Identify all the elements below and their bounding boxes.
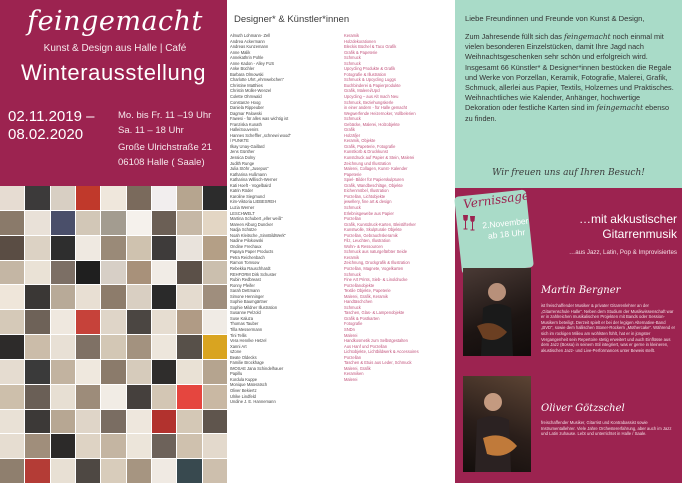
artist-name: Andrea Ackermann (230, 38, 265, 44)
artwork-tile (101, 261, 125, 285)
exhibition-dates (8, 108, 94, 144)
artwork-tile (76, 186, 100, 210)
artwork-tile (152, 335, 176, 359)
artist-name: Fawesi - für alles was wichtig ist (230, 116, 289, 122)
artist-name: Oliver Bekiertz (230, 388, 257, 393)
artwork-tile (25, 385, 49, 409)
artist-name: Ronny Pfeifer (230, 282, 255, 288)
artwork-tile (152, 236, 176, 260)
letter-paragraph-2: Insgesamt 66 Künstler* & Designer*innen bestücken die Regale und Werke von Porzellan, Keramik, Fotografie, Malerei, Grafik, Schmuck, allerlei aus Papier, Textils, Holzernes und Praktisches. (465, 62, 674, 93)
artist-name: Dagmar Palowski (230, 110, 262, 116)
artwork-tile (25, 335, 49, 359)
artist-category: Kunstwolle, Skulpturale Objekte (344, 227, 402, 233)
artwork-tile (0, 459, 24, 483)
artwork-tile (152, 434, 176, 458)
artwork-tile (152, 211, 176, 235)
artist-category: Grafik & Papeterie (344, 49, 378, 55)
artist-category: Eichenmöbel, Illustration (344, 188, 389, 194)
artist-name: Daniela Rippeuber (230, 105, 264, 111)
artist-name: Ilkay Unay-Gaillard (230, 143, 265, 149)
artwork-tile (101, 360, 125, 384)
artist-name: Christine Matthies (230, 82, 263, 88)
artwork-tile (127, 459, 151, 483)
artist-name: Noah Kleitsche „SinnBildWerk“ (230, 232, 286, 238)
artist-category: Porzellanobjekte (344, 282, 375, 288)
artist-name: Nadine Pilokowski (230, 238, 264, 244)
music-title-line-1: …mit akkustischer (578, 212, 677, 226)
artist-name: Simone Henninger (230, 293, 264, 299)
artist-category: Malerei, Grafik (344, 365, 371, 371)
musician-name-1: Martin Bergner (541, 285, 621, 296)
musician-bio-1: ist freischaffender Musiker & privater Gitarrenlehrer an der „Gitarrenschule Halle“. Neben dem Studium der Musikwissenschaft war er in zahlreichen musikalischen Projekten mit Bands oder Session-Musikern beteiligt. Derzeit spielt er bei der legigen Alternative-Band „BVD“, sowie dem hallischen Stoner-Rockern „Mothercake“. Während er sich im rockigen Milieu am wohlsten fühlt, hat er in jüngster Vergangenheit sein Repertoire stetig erweitert und auch Einflüsse aus dem Jazz (Bossa) in seinem Stil integriert, was er gerne in kleineren, akustischen Jazz- und Live-Performances unter Beweis stellt. (541, 303, 676, 353)
artist-name: / PUNKTE (230, 138, 249, 144)
artwork-tile (51, 310, 75, 334)
artwork-tile (203, 459, 227, 483)
artwork-tile (51, 335, 75, 359)
hours-weekdays: Mo. bis Fr. 11 –19 Uhr (118, 110, 212, 121)
address-street: Große Ulrichstraße 21 (118, 142, 212, 153)
artwork-tile (127, 285, 151, 309)
opening-hours (118, 108, 211, 138)
artwork-tile (25, 360, 49, 384)
artwork-tile (152, 186, 176, 210)
artist-category: Grafik (344, 127, 355, 133)
artwork-tile (101, 285, 125, 309)
artist-category: Wegwerfende Heizernoker, Vollbelerien (344, 110, 416, 116)
artist-name: Franziska Kunath (230, 121, 262, 127)
artwork-tile (177, 236, 201, 260)
musician-photo-1 (463, 268, 531, 356)
artist-category: Lichtobjekte, Lichtbildwerk & Accessoires (344, 349, 419, 355)
artist-category: Keramik, Objekte (344, 138, 376, 144)
artist-category: Schmuck (344, 271, 361, 277)
artwork-tile (127, 434, 151, 458)
artist-category: Kunstdruck auf Papier & Stein, Malerei (344, 155, 415, 161)
artist-name: Beate Oldecks (230, 354, 257, 360)
artwork-tile (203, 285, 227, 309)
artist-name: Sophie Baumgärtner (230, 299, 268, 305)
artwork-tile (101, 236, 125, 260)
artist-name: Constanze Hoog (230, 99, 261, 105)
artist-category: Upcycling Produkte & Grafik (344, 66, 396, 72)
artwork-tile (0, 211, 24, 235)
artist-name: Katharina Willisch-Werner (230, 177, 278, 183)
artist-name: Colette Ohrnwald (230, 94, 262, 100)
artist-category: Schmuck (344, 204, 361, 210)
brand-subtitle: Kunst & Design aus Halle | Café (43, 43, 187, 54)
artist-name: Christin Müller-Wenzel (230, 88, 272, 94)
artist-name: Charlotte Uhrt „ehrnwebchen“ (230, 77, 284, 83)
artwork-tile (51, 236, 75, 260)
artwork-tile (101, 310, 125, 334)
artist-category: Malerei (344, 332, 358, 338)
artist-category: Grafik, Malerei/Upcl (344, 88, 380, 94)
artist-category: Schmuck (344, 304, 361, 310)
artist-category: Handtäschchen (344, 299, 373, 305)
artwork-tile (177, 186, 201, 210)
artwork-tile (25, 261, 49, 285)
artist-category: Zeichnung und Illustration (344, 160, 391, 166)
artwork-tile (127, 385, 151, 409)
artwork-tile (203, 186, 227, 210)
artist-name: IMOSAE Jana Schindelhauer (230, 365, 284, 371)
artwork-tile (177, 310, 201, 334)
address-city: 06108 Halle ( Saale) (118, 157, 205, 168)
artist-name: Jens Günther (230, 149, 255, 155)
artwork-tile (25, 410, 49, 434)
vernissage-time: ab 18 Uhr (487, 227, 526, 241)
artist-name: Papillu (230, 371, 243, 377)
artist-category: Wohn- & Ressourcen (344, 243, 383, 249)
artwork-tile (203, 310, 227, 334)
artwork-tile (127, 236, 151, 260)
artwork-tile (101, 385, 125, 409)
artwork-tile (203, 360, 227, 384)
artist-category: Grafik & Postkarten (344, 315, 380, 321)
artwork-tile (177, 385, 201, 409)
artist-category: Schmuck (344, 55, 361, 61)
artist-category: Schmuck, Beziehungskerle (344, 99, 394, 105)
artist-category: Holzdekorationen (344, 38, 376, 44)
artist-name: Karoline Siegmund (230, 193, 265, 199)
letter-paragraph-3: Weihnachtliches wie Kalender, Anhänger, hochwertige Dekoration oder festliche Karten sind im feingemacht ebenso zu finden. (465, 93, 670, 123)
artwork-tile (101, 410, 125, 434)
artwork-tile (51, 360, 75, 384)
artist-name: Tini Tellis (230, 332, 247, 338)
artwork-tile (152, 310, 176, 334)
artist-name: Monique Materatsch (230, 382, 268, 388)
artist-name: Familie Brockhage (230, 360, 264, 366)
artist-name: Undine J. E. Hannemann (230, 399, 276, 405)
artwork-tile (51, 211, 75, 235)
artwork-tile (76, 261, 100, 285)
artwork-tile (25, 285, 49, 309)
artist-category: Malerei, Collagen, Kunst- Kalender (344, 166, 408, 172)
artist-category: in einer andern - für Halle gemacht (344, 105, 408, 111)
artwork-tile (203, 385, 227, 409)
date-start: 02.11.2019 – (8, 108, 95, 125)
music-title (551, 212, 677, 242)
artist-name: HalleiSouvenirs (230, 127, 259, 133)
artwork-tile (101, 434, 125, 458)
artwork-tile (127, 360, 151, 384)
artist-name: Vera Henrike Hetzel (230, 338, 267, 344)
artist-category: Aus Hanf und Porzellan (344, 343, 388, 349)
artwork-tile (127, 335, 151, 359)
letter-body (465, 32, 677, 124)
artist-name: Petra Reichenbach (230, 254, 265, 260)
artwork-tile (0, 236, 24, 260)
artist-name: Judith Runge (230, 160, 255, 166)
artist-category: Malerei (344, 376, 358, 382)
artwork-tile (101, 186, 125, 210)
artwork-tile (203, 236, 227, 260)
artist-category: Kunstkorb & Druckkunst (344, 149, 388, 155)
artist-category: Schmuck (344, 60, 361, 66)
artist-name: Hannes Scheffler „schnewi wood“ (230, 132, 291, 138)
artist-name: sZone (230, 349, 242, 355)
letter-paragraph-1: Zum Jahresende füllt sich das feingemacht noch einmal mit vielen besonderen Einzelstücken, damit Ihre Jagd nach Weihnachtsgeschenken sehr schön und erfolgreich wird. (465, 32, 664, 62)
artwork-tile (203, 335, 227, 359)
greeting: Liebe Freundinnen und Freunde von Kunst & Design, (465, 14, 645, 23)
artwork-tile (76, 211, 100, 235)
artist-name: LESCHWELT (230, 210, 255, 216)
artwork-tile (0, 261, 24, 285)
artwork-tile (177, 410, 201, 434)
artwork-tile (25, 186, 49, 210)
artwork-tile (177, 261, 201, 285)
artist-name: Rebekka Rauschhardt (230, 265, 271, 271)
right-panel (455, 0, 682, 483)
artist-category: Upcycling – aus Alt mach Neu (344, 94, 399, 100)
artwork-tile (203, 261, 227, 285)
exhibition-title: Winterausstellung (20, 60, 207, 85)
artwork-tile (51, 261, 75, 285)
artist-name: Rubin Redbreast (230, 277, 261, 283)
artist-name: Katrin Röder (230, 188, 253, 194)
artist-category: Keramik (344, 33, 360, 38)
artwork-tile (25, 434, 49, 458)
artist-name: Susanne Pelzold (230, 310, 261, 316)
artwork-tile (152, 261, 176, 285)
artist-category: Spiel- Bilder für Papierskulpturen (344, 177, 404, 183)
artist-category: Papeterie (344, 171, 362, 177)
artwork-tile (25, 236, 49, 260)
artist-name: Kati Hoeft - Vogelbaird (230, 182, 271, 188)
artist-category: Porzellan, Magnete, Vogelkarten (344, 265, 404, 271)
artist-category: Porzellan (344, 216, 362, 222)
artist-name: Andreas Kunzemann (230, 44, 269, 50)
artist-category: Erlebnisgewebe aus Papier (344, 210, 394, 216)
artwork-tile (177, 285, 201, 309)
artist-names (230, 33, 344, 405)
artist-name: Anne Kadon - Alley FUS (230, 60, 275, 66)
left-panel (0, 0, 227, 483)
artwork-tile (177, 434, 201, 458)
artist-category: Keramik (344, 254, 360, 260)
artist-name: Martina Schubert „eller weiß“ (230, 216, 283, 222)
artwork-tile (76, 310, 100, 334)
artwork-tile (203, 211, 227, 235)
artist-category: Taschen, Glas- & Lampenobjekte (344, 310, 405, 316)
artwork-tile (76, 434, 100, 458)
artwork-tile (51, 410, 75, 434)
artist-category: Schmuck aus naturgefärbter Seide (344, 249, 408, 255)
artist-category: Buchbinderei & Papierprodukte (344, 82, 401, 88)
artwork-tile (0, 360, 24, 384)
artwork-tile (0, 285, 24, 309)
musician-bio-2: freischaffender Musiker, Gitarrist und Kontrabassist sowie Instrumentallehrer. Viele Jahre Orchestererfahrung, aber auch im Jazz und Latin zuhause. Lebt und unterrichtet in Halle / Saale. (541, 420, 672, 437)
artist-list-heading: Designer* & Künstler*innen (234, 14, 350, 25)
artist-category: Textile Objekte, Papeterie (344, 288, 391, 294)
artist-category: Handkosmetik zum Selbstgestalten (344, 338, 408, 344)
artist-name: Luzia Werner (230, 204, 255, 210)
artist-name: Jessica Dolny (230, 155, 256, 161)
artist-name: Kordula Kuppe (230, 376, 258, 382)
artist-name: Nadja Schütze (230, 227, 257, 233)
artist-name: Mareen Alburg Duncker (230, 221, 274, 227)
artist-name: Ulrike Lindfeld (230, 393, 256, 399)
artist-category: Fotografie & Illustration (344, 71, 387, 77)
artwork-tile (127, 310, 151, 334)
artwork-tile (152, 459, 176, 483)
artwork-tile (51, 459, 75, 483)
brand-inline: feingemacht (563, 32, 611, 41)
artwork-tile (127, 261, 151, 285)
artwork-tile (101, 211, 125, 235)
artist-category: Malerei, Grafik, Keramik (344, 293, 388, 299)
artwork-tile (152, 385, 176, 409)
artwork-tile (177, 459, 201, 483)
artist-category: Fotografie (344, 321, 363, 327)
artist-category: jewellery, fine art & design (344, 199, 392, 205)
artwork-tile (0, 385, 24, 409)
artist-name: Papaya Paper Products (230, 249, 274, 255)
musician-photo-2 (463, 376, 531, 472)
artwork-tile (0, 434, 24, 458)
vernissage-day: 2.November (481, 215, 529, 231)
artist-name: Anne Malik (230, 49, 251, 55)
guitarist-silhouette-icon (463, 268, 531, 356)
artwork-tile (152, 360, 176, 384)
artist-category: Grafik, Papeterie, Fotografie (344, 143, 396, 149)
brand-inline: feingemacht (596, 103, 644, 113)
artwork-tile (203, 434, 227, 458)
artist-name: Katharina Hußmann (230, 171, 267, 177)
artist-list-panel (227, 0, 455, 483)
artist-name: Tilla Messermann (230, 326, 263, 332)
artwork-tile (51, 385, 75, 409)
artwork-tile (51, 186, 75, 210)
music-title-line-2: Gitarrenmusik (602, 227, 677, 241)
visit-invitation: Wir freuen uns auf Ihren Besuch! (492, 168, 645, 178)
artist-category: Schmuck & Upcycling Luggs (344, 77, 396, 83)
guitarist-silhouette-icon (463, 376, 531, 472)
artist-category: Keramiken (344, 371, 364, 377)
artist-name: Sophie Mildner Illustration (230, 304, 278, 310)
artist-category: Grafik, Wandbeschläge, Objekte (344, 182, 403, 188)
artist-category: Gebäcke, Malerei, Holzobjekte (344, 121, 400, 127)
artist-name: REHFORM Dirk Schuster (230, 271, 277, 277)
artist-category: Bleckis Büchel & Taco Grafik (344, 44, 397, 50)
artist-category: SNDn (344, 326, 355, 332)
artist-name: Ondine Frechaux (230, 243, 262, 249)
hours-saturday: Sa. 11 – 18 Uhr (118, 125, 184, 136)
artwork-tile (76, 385, 100, 409)
artist-categories (344, 33, 454, 382)
artist-name: Xanni Art (230, 343, 247, 349)
artwork-tile (0, 410, 24, 434)
artist-name: Anke Büchler (230, 66, 255, 72)
artwork-tile (152, 410, 176, 434)
artwork-tile (0, 310, 24, 334)
artist-category: Porzellan, Lichtobjekte (344, 193, 386, 199)
artwork-tile (127, 211, 151, 235)
artwork-tile (203, 410, 227, 434)
artwork-tile (0, 186, 24, 210)
artist-name: Kim-Viktoria LIEBESREH (230, 199, 277, 205)
artist-category: Fine Art Prints, Sieb- & Linoldrucke (344, 277, 408, 283)
artwork-tile (76, 236, 100, 260)
artist-name: Julia Stöhr „Jusepus“ (230, 166, 269, 172)
artwork-tile (76, 410, 100, 434)
artwork-tile (127, 186, 151, 210)
artwork-tile (25, 459, 49, 483)
musician-name-2: Oliver Götzschel (541, 403, 625, 414)
artwork-tile (51, 285, 75, 309)
vernissage-label: Vernissage (462, 188, 530, 212)
artwork-tile (76, 459, 100, 483)
artwork-tile (101, 459, 125, 483)
artist-category: Zeichnung, Druckgrafik & Illustration (344, 260, 410, 266)
artwork-tile (101, 335, 125, 359)
artist-name: Barbara Olmowski (230, 71, 264, 77)
artist-category: Filz, Leuchten, Illustration (344, 238, 391, 244)
artwork-tile (76, 360, 100, 384)
artist-name: Thomas Tauber (230, 321, 259, 327)
artist-name: Ramon Tomsow (230, 260, 260, 266)
artist-category: Porzellan (344, 354, 362, 360)
artist-name: Sarah Dettmann (230, 288, 260, 294)
artwork-tile (177, 335, 201, 359)
artist-name: Almuth Lohmann- Zell (230, 33, 271, 38)
address (118, 140, 212, 170)
artist-category: Holzäfjer (344, 132, 361, 138)
artwork-tile (0, 335, 24, 359)
artist-category: Schmuck (344, 116, 361, 122)
artwork-tile (51, 434, 75, 458)
artwork-tile (25, 211, 49, 235)
artwork-tile (177, 360, 201, 384)
artwork-photo-grid (0, 186, 227, 483)
artwork-tile (177, 211, 201, 235)
artwork-tile (127, 410, 151, 434)
artist-category: Taschen & Etuis aus Leder, Schmuck (344, 360, 412, 366)
letter-section (455, 0, 682, 188)
artist-category: Grafik, Kunstdruck-Karten, Bleistifterker (344, 221, 416, 227)
artist-category: Porzellan, Gebrauchskeramik (344, 232, 398, 238)
artwork-tile (76, 335, 100, 359)
date-end: 08.02.2020 (8, 126, 84, 143)
brand-logo: feingemacht (27, 6, 203, 37)
artist-name: Annekathrin Pohle (230, 55, 264, 61)
artist-name: Suse Kaluza (230, 315, 253, 321)
music-styles: …aus Jazz, Latin, Pop & Improvisiertes (569, 249, 677, 256)
artwork-tile (76, 285, 100, 309)
artwork-tile (25, 310, 49, 334)
wine-glass-icon (461, 214, 477, 232)
artwork-tile (152, 285, 176, 309)
